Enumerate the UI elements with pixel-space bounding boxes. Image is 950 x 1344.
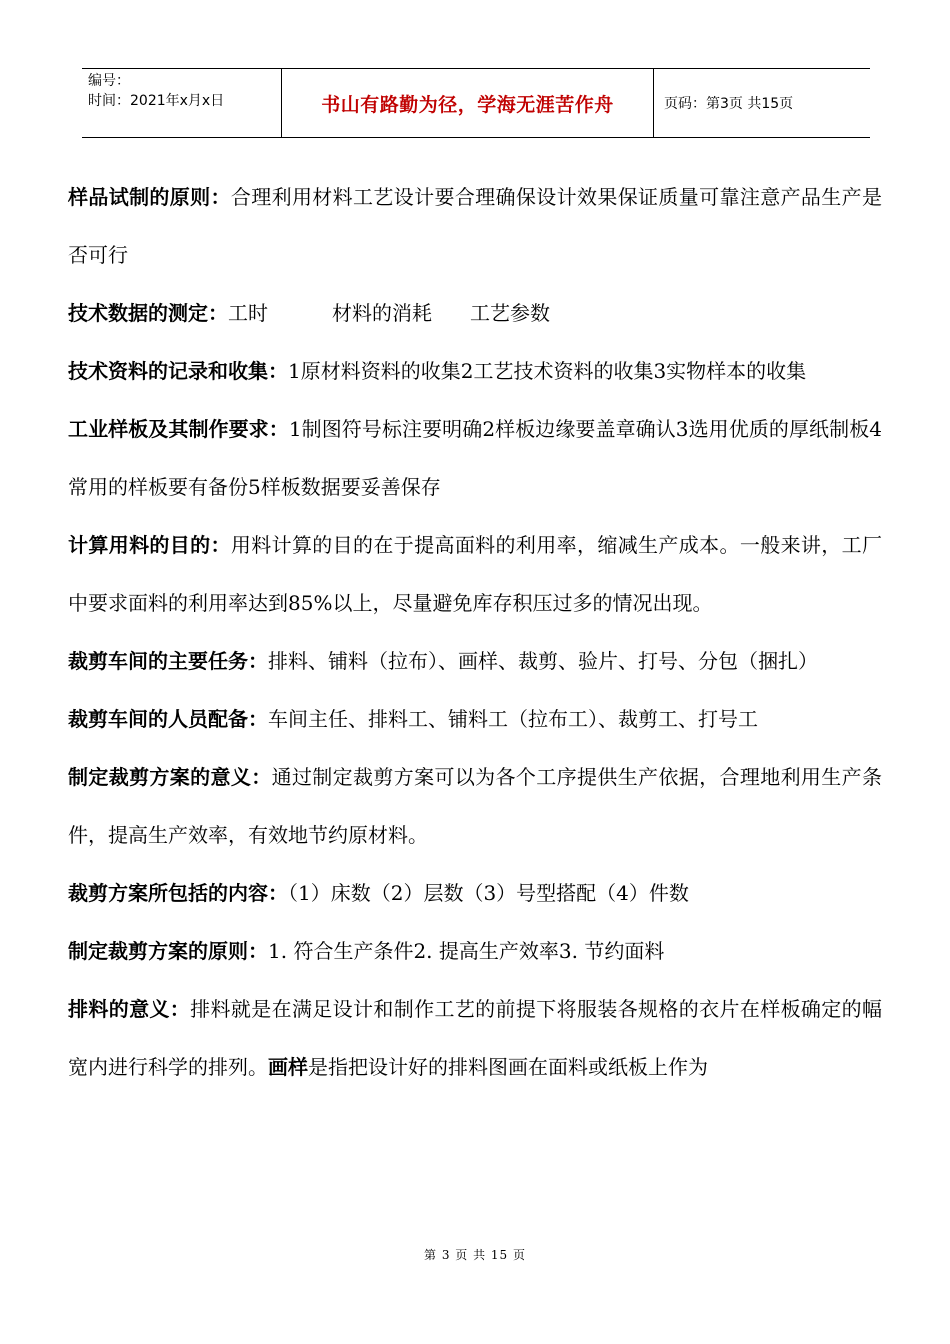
paragraph-text: 排料、铺料（拉布）、画样、裁剪、验片、打号、分包（捆扎） <box>268 649 818 673</box>
paragraph-cutting-plan-meaning <box>68 748 882 864</box>
paragraph-sample-principle <box>68 168 882 284</box>
paragraph-title: 样品试制的原则： <box>68 185 231 209</box>
paragraph-text: 排料就是在满足设计和制作工艺的前提下将服装各规格的衣片在样板确定的幅宽内进行科学的排列。 <box>68 997 883 1079</box>
paragraph-industrial-template <box>68 400 882 516</box>
paragraph-text: 合理利用材料工艺设计要合理确保设计效果保证质量可靠注意产品生产是否可行 <box>68 185 883 267</box>
paragraph-text: （1）床数（2）层数（3）号型搭配（4）件数 <box>288 881 689 905</box>
code-label: 编号： <box>88 73 130 89</box>
paragraph-item: 材料的消耗 <box>332 301 432 325</box>
paragraph-tech-data <box>68 284 882 342</box>
paragraph-cutting-plan-content <box>68 864 882 922</box>
paragraph-text: 1. 符合生产条件2. 提高生产效率3. 节约面料 <box>268 939 665 963</box>
paragraph-title: 裁剪车间的人员配备： <box>68 707 268 731</box>
paragraph-text: 1制图符号标注要明确2样板边缘要盖章确认3选用优质的厚纸制板4常用的样板要有备份5样板数据要妥善保存 <box>68 417 883 499</box>
paragraph-text: 车间主任、排料工、铺料工（拉布工）、裁剪工、打号工 <box>268 707 758 731</box>
paragraph-material-calc <box>68 516 882 632</box>
header-meta <box>82 69 281 137</box>
paragraph-item: 工艺参数 <box>470 301 550 325</box>
page-footer: 第 3 页 共 15 页 <box>424 1248 526 1262</box>
paragraph-item: 工时 <box>228 301 268 325</box>
paragraph-title: 裁剪车间的主要任务： <box>68 649 268 673</box>
paragraph-title: 制定裁剪方案的意义： <box>68 765 272 789</box>
paragraph-title: 工业样板及其制作要求： <box>68 417 289 441</box>
paragraph-title: 技术资料的记录和收集： <box>68 359 288 383</box>
time-label: 时间：2021年x月x日 <box>88 93 225 109</box>
paragraph-title: 制定裁剪方案的原则： <box>68 939 268 963</box>
header-motto: 书山有路勤为径，学海无涯苦作舟 <box>281 69 654 137</box>
paragraph-tech-records <box>68 342 882 400</box>
page-header <box>82 68 870 138</box>
paragraph-inline-title: 画样 <box>268 1055 308 1079</box>
paragraph-text: 通过制定裁剪方案可以为各个工序提供生产依据，合理地利用生产条件，提高生产效率，有效地节约原材料。 <box>68 765 883 847</box>
document-body <box>68 168 882 1096</box>
header-page-info: 页码：第3页 共15页 <box>664 96 794 112</box>
paragraph-layout-meaning <box>68 980 882 1096</box>
paragraph-cutting-staff <box>68 690 882 748</box>
paragraph-cutting-plan-principle <box>68 922 882 980</box>
paragraph-title: 裁剪方案所包括的内容： <box>68 881 288 905</box>
paragraph-title: 排料的意义： <box>68 997 191 1021</box>
paragraph-text: 是指把设计好的排料图画在面料或纸板上作为 <box>308 1055 708 1079</box>
paragraph-cutting-tasks <box>68 632 882 690</box>
paragraph-title: 计算用料的目的： <box>68 533 231 557</box>
paragraph-text: 1原材料资料的收集2工艺技术资料的收集3实物样本的收集 <box>288 359 807 383</box>
paragraph-text: 用料计算的目的在于提高面料的利用率，缩减生产成本。一般来讲，工厂中要求面料的利用率达到85%以上，尽量避免库存积压过多的情况出现。 <box>68 533 883 615</box>
paragraph-title: 技术数据的测定： <box>68 301 228 325</box>
